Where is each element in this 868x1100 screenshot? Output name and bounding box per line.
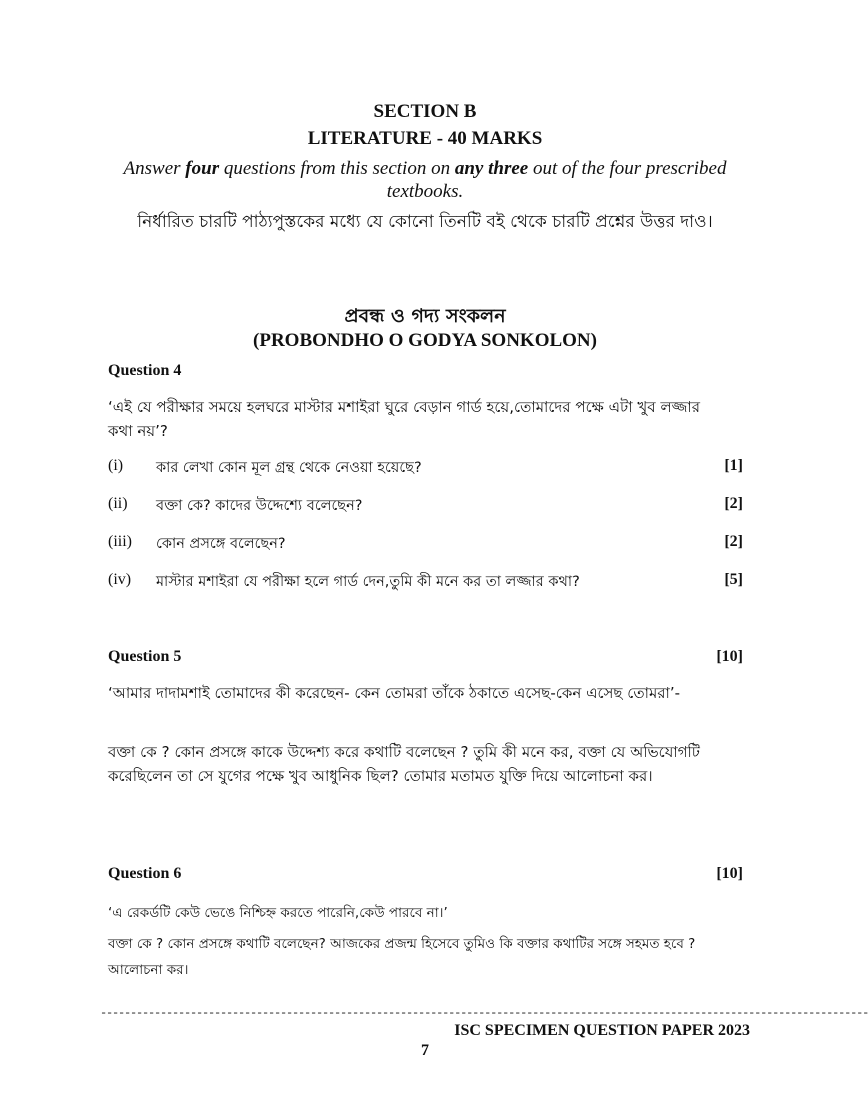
question-4-quote: ‘এই যে পরীক্ষার সময়ে হলঘরে মাস্টার মশাইরা ঘুরে বেড়ান গার্ড হয়ে,তোমাদের পক্ষে এটা খুব লজ্জার কথা নয়’?	[108, 398, 700, 440]
part-text: বক্তা কে? কাদের উদ্দেশ্যে বলেছেন?	[156, 498, 363, 514]
part-number: (i)	[108, 457, 124, 474]
question-4-part-i	[108, 457, 743, 479]
question-4-part-iii	[108, 533, 743, 555]
part-text: মাস্টার মশাইরা যে পরীক্ষা হলে গার্ড দেন,তুমি কী মনে কর তা লজ্জার কথা?	[156, 574, 580, 590]
instruction-emphasis-any-three: any three	[454, 158, 529, 179]
part-marks: [5]	[724, 571, 743, 588]
part-text: কার লেখা কোন মূল গ্রন্থ থেকে নেওয়া হয়েছে?	[156, 460, 422, 476]
instruction-english: Answer four questions from this section on any three out of the four prescribed textbooks.	[123, 158, 727, 202]
instruction-emphasis-four: four	[185, 158, 220, 179]
part-marks: [2]	[724, 495, 743, 512]
question-6-label: Question 6	[108, 865, 182, 882]
part-marks: [2]	[724, 533, 743, 550]
footer-divider: --------------------------------------------------------------------------------------------------------------------------------	[100, 1006, 868, 1020]
instruction-bengali: নির্ধারিত চারটি পাঠ্যপুস্তকের মধ্যে যে কোনো তিনটি বই থেকে চারটি প্রশ্নের উত্তর দাও।	[137, 212, 713, 232]
part-number: (iii)	[108, 533, 132, 550]
question-4-label: Question 4	[108, 362, 182, 379]
question-6-marks: [10]	[716, 865, 743, 882]
question-6-question: বক্তা কে ? কোন প্রসঙ্গে কথাটি বলেছেন? আজকের প্রজন্ম হিসেবে তুমিও কি বক্তার কথাটির সঙ্গে সহমত হবে ? আলোচনা কর।	[108, 936, 696, 978]
page-number: 7	[421, 1042, 429, 1059]
section-subtitle: LITERATURE - 40 MARKS	[307, 128, 543, 149]
question-5-quote: ‘আমার দাদামশাই তোমাদের কী করেছেন- কেন তোমরা তাঁকে ঠকাতে এসেছ-কেন এসেছ তোমরা’-	[108, 684, 681, 702]
question-4-part-ii	[108, 495, 743, 517]
book-title-english: (PROBONDHO O GODYA SONKOLON)	[253, 330, 597, 351]
footer-paper-title: ISC SPECIMEN QUESTION PAPER 2023	[454, 1022, 750, 1039]
book-title-bengali: প্রবন্ধ ও গদ্য সংকলন	[344, 305, 506, 327]
part-text: কোন প্রসঙ্গে বলেছেন?	[156, 536, 286, 552]
question-6-quote: ‘এ রেকর্ডটি কেউ ভেঙে নিশ্চিহ্ন করতে পারেনি,কেউ পারবে না।’	[108, 905, 448, 921]
part-number: (iv)	[108, 571, 132, 588]
question-4-part-iv	[108, 571, 743, 593]
part-number: (ii)	[108, 495, 128, 512]
section-title: SECTION B	[373, 101, 477, 122]
question-5-marks: [10]	[716, 648, 743, 665]
part-marks: [1]	[724, 457, 743, 474]
question-5-question: বক্তা কে ? কোন প্রসঙ্গে কাকে উদ্দেশ্য করে কথাটি বলেছেন ? তুমি কী মনে কর, বক্তা যে অভিযোগটি করেছিলেন তা সে যুগের পক্ষে খুব আধুনিক ছিল? তোমার মতামত যুক্তি দিয়ে আলোচনা কর।	[108, 743, 700, 785]
question-5-label: Question 5	[108, 648, 182, 665]
